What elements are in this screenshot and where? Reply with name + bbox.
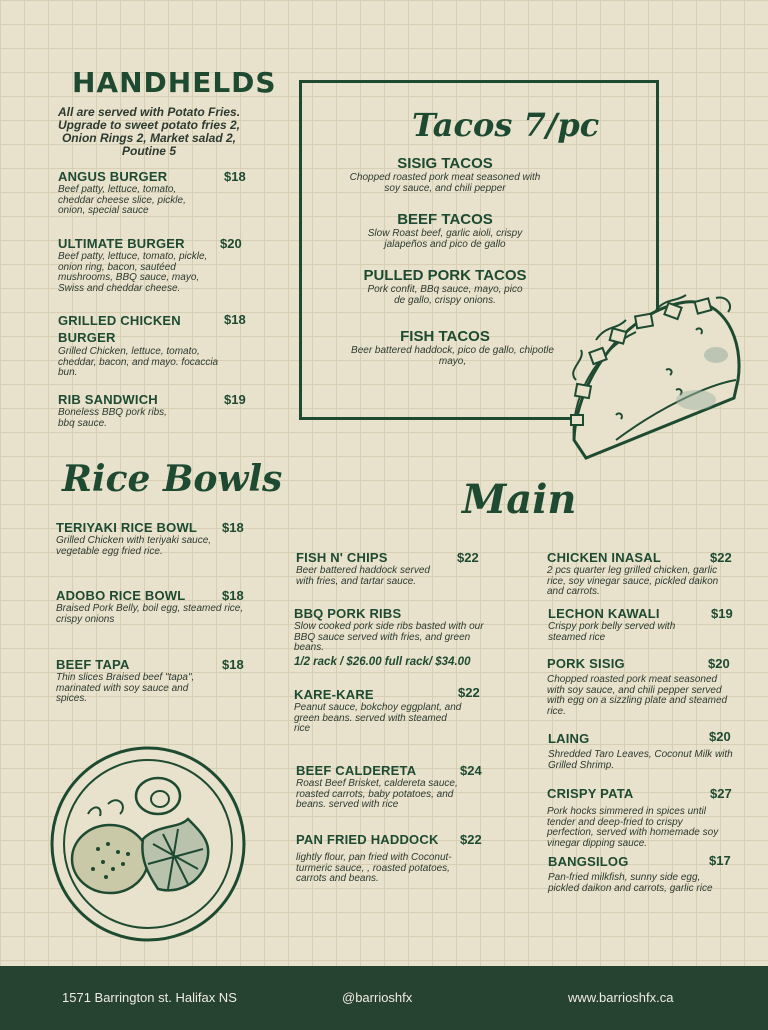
food-plate-illustration-icon xyxy=(48,744,248,944)
item-price: $18 xyxy=(224,169,246,184)
item-name: BANGSILOG xyxy=(548,854,629,869)
item-price-options: 1/2 rack / $26.00 full rack/ $34.00 xyxy=(294,655,471,668)
taco-name: SISIG TACOS xyxy=(397,155,493,172)
footer-website: www.barrioshfx.ca xyxy=(568,990,674,1005)
item-name: PORK SISIG xyxy=(547,656,625,671)
taco-name: BEEF TACOS xyxy=(397,211,493,228)
item-price: $17 xyxy=(709,853,731,868)
item-name: BEEF TAPA xyxy=(56,657,130,672)
item-desc: 2 pcs quarter leg grilled chicken, garlic rice, soy vinegar sauce, pickled daikon and carrots. xyxy=(547,565,719,597)
item-name: LECHON KAWALI xyxy=(548,606,660,621)
item-desc: Peanut sauce, bokchoy eggplant, and green beans. served with steamed rice xyxy=(294,702,462,734)
item-price: $18 xyxy=(222,520,244,535)
footer-social: @barrioshfx xyxy=(342,990,413,1005)
item-name: CRISPY PATA xyxy=(547,786,634,801)
footer-address: 1571 Barrington st. Halifax NS xyxy=(62,990,237,1005)
item-desc: lightly flour, pan fried with Coconut-turmeric sauce, , roasted potatoes, carrots and beans. xyxy=(296,852,452,884)
item-name: CHICKEN INASAL xyxy=(547,550,662,565)
taco-illustration-icon xyxy=(556,290,746,465)
taco-item xyxy=(345,155,545,194)
menu-item xyxy=(56,588,246,625)
item-name: BBQ PORK RIBS xyxy=(294,606,402,621)
item-name: FISH N' CHIPS xyxy=(296,550,388,565)
item-desc: Grilled Chicken, lettuce, tomato, cheddar, bacon, and mayo. focaccia bun. xyxy=(58,346,219,378)
item-name: ULTIMATE BURGER xyxy=(58,236,185,251)
menu-item xyxy=(547,656,735,717)
item-price: $24 xyxy=(460,763,482,778)
taco-name: PULLED PORK TACOS xyxy=(363,267,527,284)
taco-desc: Slow Roast beef, garlic aioli, crispy jalapeños and pico de gallo xyxy=(367,228,523,250)
item-name: TERIYAKI RICE BOWL xyxy=(56,520,198,535)
menu-item xyxy=(548,606,736,643)
item-price: $20 xyxy=(709,729,731,744)
item-desc: Beef patty, lettuce, tomato, cheddar cheese slice, pickle, onion, special sauce xyxy=(58,184,186,216)
menu-item xyxy=(296,832,488,885)
taco-desc: Beer battered haddock, pico de gallo, chipotle mayo, xyxy=(351,345,554,367)
item-desc: Shredded Taro Leaves, Coconut Milk with Grilled Shrimp. xyxy=(548,749,733,771)
item-price: $22 xyxy=(458,685,480,700)
item-name: KARE-KARE xyxy=(294,687,374,702)
item-desc: Pork hocks simmered in spices until tender and deep-fried to crispy perfection, served with homemade soy vinegar dipping sauce. xyxy=(547,806,719,849)
item-desc: Chopped roasted pork meat seasoned with soy sauce, and chili pepper served with egg on a sizzling plate and steamed rice. xyxy=(547,674,728,717)
item-price: $18 xyxy=(224,312,246,327)
item-desc: Roast Beef Brisket, caldereta sauce, roasted carrots, baby potatoes, and beans. served with rice xyxy=(296,778,458,810)
menu-item xyxy=(56,520,246,557)
item-name: RIB SANDWICH xyxy=(58,392,158,407)
item-name: ADOBO RICE BOWL xyxy=(56,588,186,603)
item-price: $22 xyxy=(457,550,479,565)
taco-desc: Pork confit, BBq sauce, mayo, pico de gallo, crispy onions. xyxy=(367,284,523,306)
menu-item xyxy=(296,763,488,811)
menu-item xyxy=(56,657,246,705)
menu-item xyxy=(547,550,735,598)
taco-name: FISH TACOS xyxy=(400,328,490,345)
item-price: $19 xyxy=(224,392,246,407)
item-price: $22 xyxy=(710,550,732,565)
item-price: $20 xyxy=(220,236,242,251)
item-name: GRILLED CHICKEN BURGER xyxy=(58,313,181,345)
item-price: $18 xyxy=(222,588,244,603)
handhelds-intro: All are served with Potato Fries. Upgrade to sweet potato fries 2, Onion Rings 2, Market salad 2, Poutine 5 xyxy=(57,105,241,158)
main-title: Main xyxy=(462,476,577,523)
menu-item xyxy=(548,854,736,894)
item-desc: Grilled Chicken with teriyaki sauce, vegetable egg fried rice. xyxy=(56,535,212,557)
menu-item xyxy=(547,786,735,849)
item-desc: Pan-fried milkfish, sunny side egg, pickled daikon and carrots, garlic rice xyxy=(548,872,713,894)
taco-item xyxy=(345,328,560,367)
item-desc: Crispy pork belly served with steamed rice xyxy=(548,621,676,643)
item-price: $18 xyxy=(222,657,244,672)
item-price: $27 xyxy=(710,786,732,801)
item-name: PAN FRIED HADDOCK xyxy=(296,832,439,847)
taco-desc: Chopped roasted pork meat seasoned with soy sauce, and chili pepper xyxy=(349,172,541,194)
item-price: $22 xyxy=(460,832,482,847)
tacos-title: Tacos 7/pc xyxy=(412,106,600,144)
item-desc: Thin slices Braised beef "tapa", marinated with soy sauce and spices. xyxy=(56,672,195,704)
item-name: ANGUS BURGER xyxy=(58,169,168,184)
menu-item xyxy=(294,687,486,735)
handhelds-title: HANDHELDS xyxy=(72,66,277,99)
menu-item xyxy=(58,312,248,379)
menu-item xyxy=(58,236,248,294)
item-price: $19 xyxy=(711,606,733,621)
menu-item xyxy=(548,731,736,771)
rice-bowls-title: Rice Bowls xyxy=(62,458,283,500)
item-desc: Slow cooked pork side ribs basted with our BBQ sauce served with fries, and green beans. xyxy=(294,621,484,653)
item-desc: Beer battered haddock served with fries, and tartar sauce. xyxy=(296,565,430,587)
menu-item xyxy=(296,550,486,587)
menu-item xyxy=(294,606,504,668)
item-name: BEEF CALDERETA xyxy=(296,763,417,778)
item-desc: Boneless BBQ pork ribs, bbq sauce. xyxy=(58,407,167,429)
taco-item xyxy=(345,211,545,250)
menu-item xyxy=(58,169,248,217)
item-desc: Braised Pork Belly, boil egg, steamed rice, crispy onions xyxy=(56,603,244,625)
taco-item xyxy=(345,267,545,306)
item-name: LAING xyxy=(548,731,590,746)
item-desc: Beef patty, lettuce, tomato, pickle, onion ring, bacon, sautéed mushrooms, BBQ sauce, mayo, Swiss and cheddar cheese. xyxy=(58,251,208,294)
item-price: $20 xyxy=(708,656,730,671)
menu-item xyxy=(58,392,248,429)
footer-bar xyxy=(0,966,768,1030)
